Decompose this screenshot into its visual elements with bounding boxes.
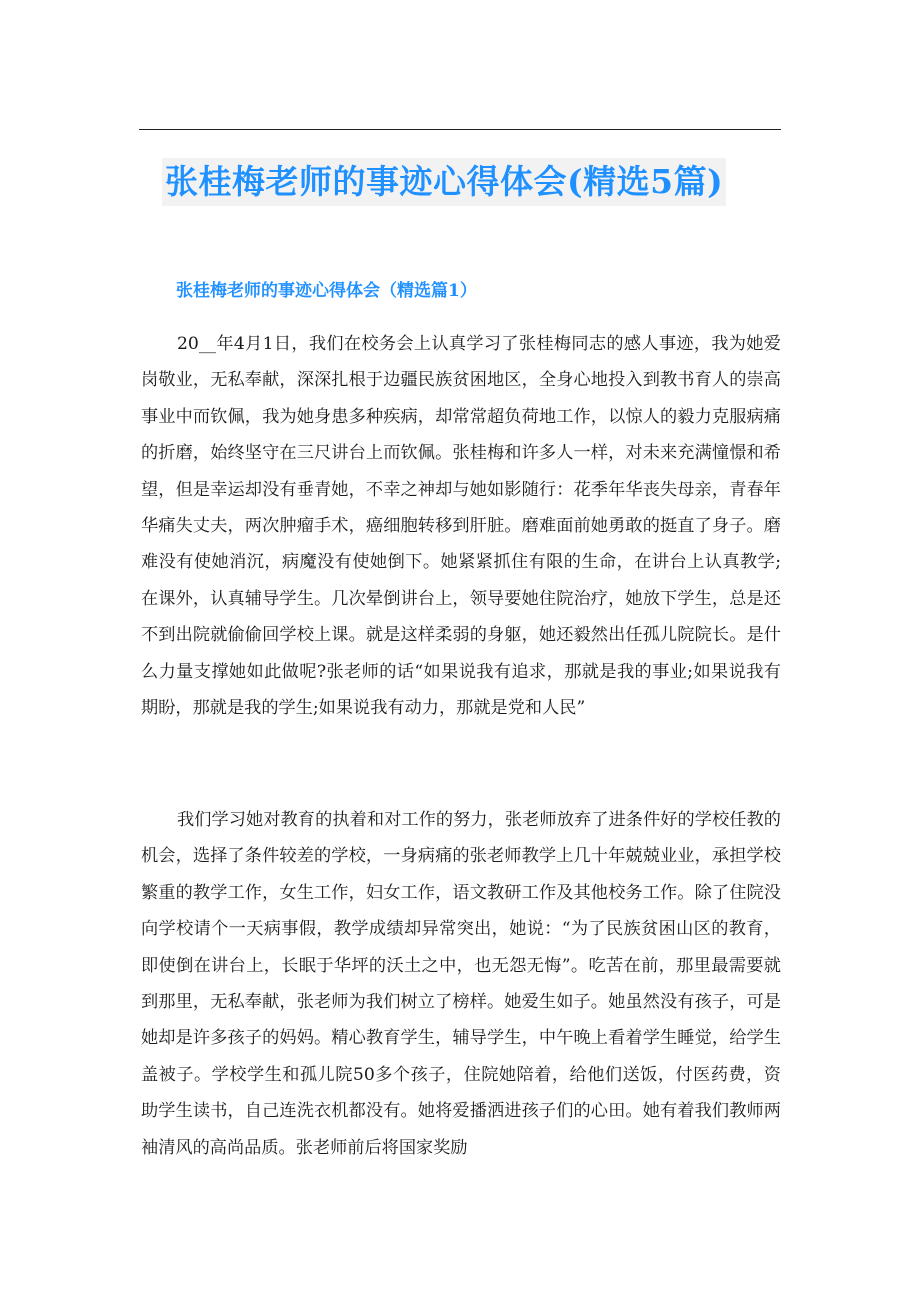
- body-paragraph: 20__年4月1日，我们在校务会上认真学习了张桂梅同志的感人事迹，我为她爱岗敬业，无私奉献，深深扎根于边疆民族贫困地区，全身心地投入到教书育人的崇高事业中而钦佩，我为她身患多种疾病，却常常超负荷地工作，以惊人的毅力克服病痛的折磨，始终坚守在三尺讲台上而钦佩。张桂梅和许多人一样，对未来充满憧憬和希望，但是幸运却没有垂青她，不幸之神却与她如影随行：花季年华丧失母亲，青春年华痛失丈夫，两次肿瘤手术，癌细胞转移到肝脏。磨难面前她勇敢的挺直了身子。磨难没有使她消沉，病魔没有使她倒下。她紧紧抓住有限的生命，在讲台上认真教学;在课外，认真辅导学生。几次晕倒讲台上，领导要她住院治疗，她放下学生，总是还不到出院就偷偷回学校上课。就是这样柔弱的身躯，她还毅然出任孤儿院院长。是什么力量支撑她如此做呢?张老师的话“如果说我有追求，那就是我的事业;如果说我有期盼，那就是我的学生;如果说我有动力，那就是党和人民”: [141, 334, 781, 719]
- header-rule: [139, 129, 781, 130]
- body-paragraph: 我们学习她对教育的执着和对工作的努力，张老师放弃了进条件好的学校任教的机会，选择了条件较差的学校，一身病痛的张老师教学上几十年兢兢业业，承担学校繁重的教学工作，女生工作，妇女工作，语文教研工作及其他校务工作。除了住院没向学校请个一天病事假，教学成绩却异常突出，她说：“为了民族贫困山区的教育，即使倒在讲台上，长眠于华坪的沃土之中，也无怨无悔”。吃苦在前，那里最需要就到那里，无私奉献，张老师为我们树立了榜样。她爱生如子。她虽然没有孩子，可是她却是许多孩子的妈妈。精心教育学生，辅导学生，中午晚上看着学生睡觉，给学生盖被子。学校学生和孤儿院50多个孩子，住院她陪着，给他们送饭，付医药费，资助学生读书，自己连洗衣机都没有。她将爱播洒进孩子们的心田。她有着我们教师两袖清风的高尚品质。张老师前后将国家奖励: [141, 810, 781, 1158]
- section-heading: 张桂梅老师的事迹心得体会（精选篇1）: [176, 281, 477, 301]
- document-title: 张桂梅老师的事迹心得体会(精选5篇): [162, 158, 726, 206]
